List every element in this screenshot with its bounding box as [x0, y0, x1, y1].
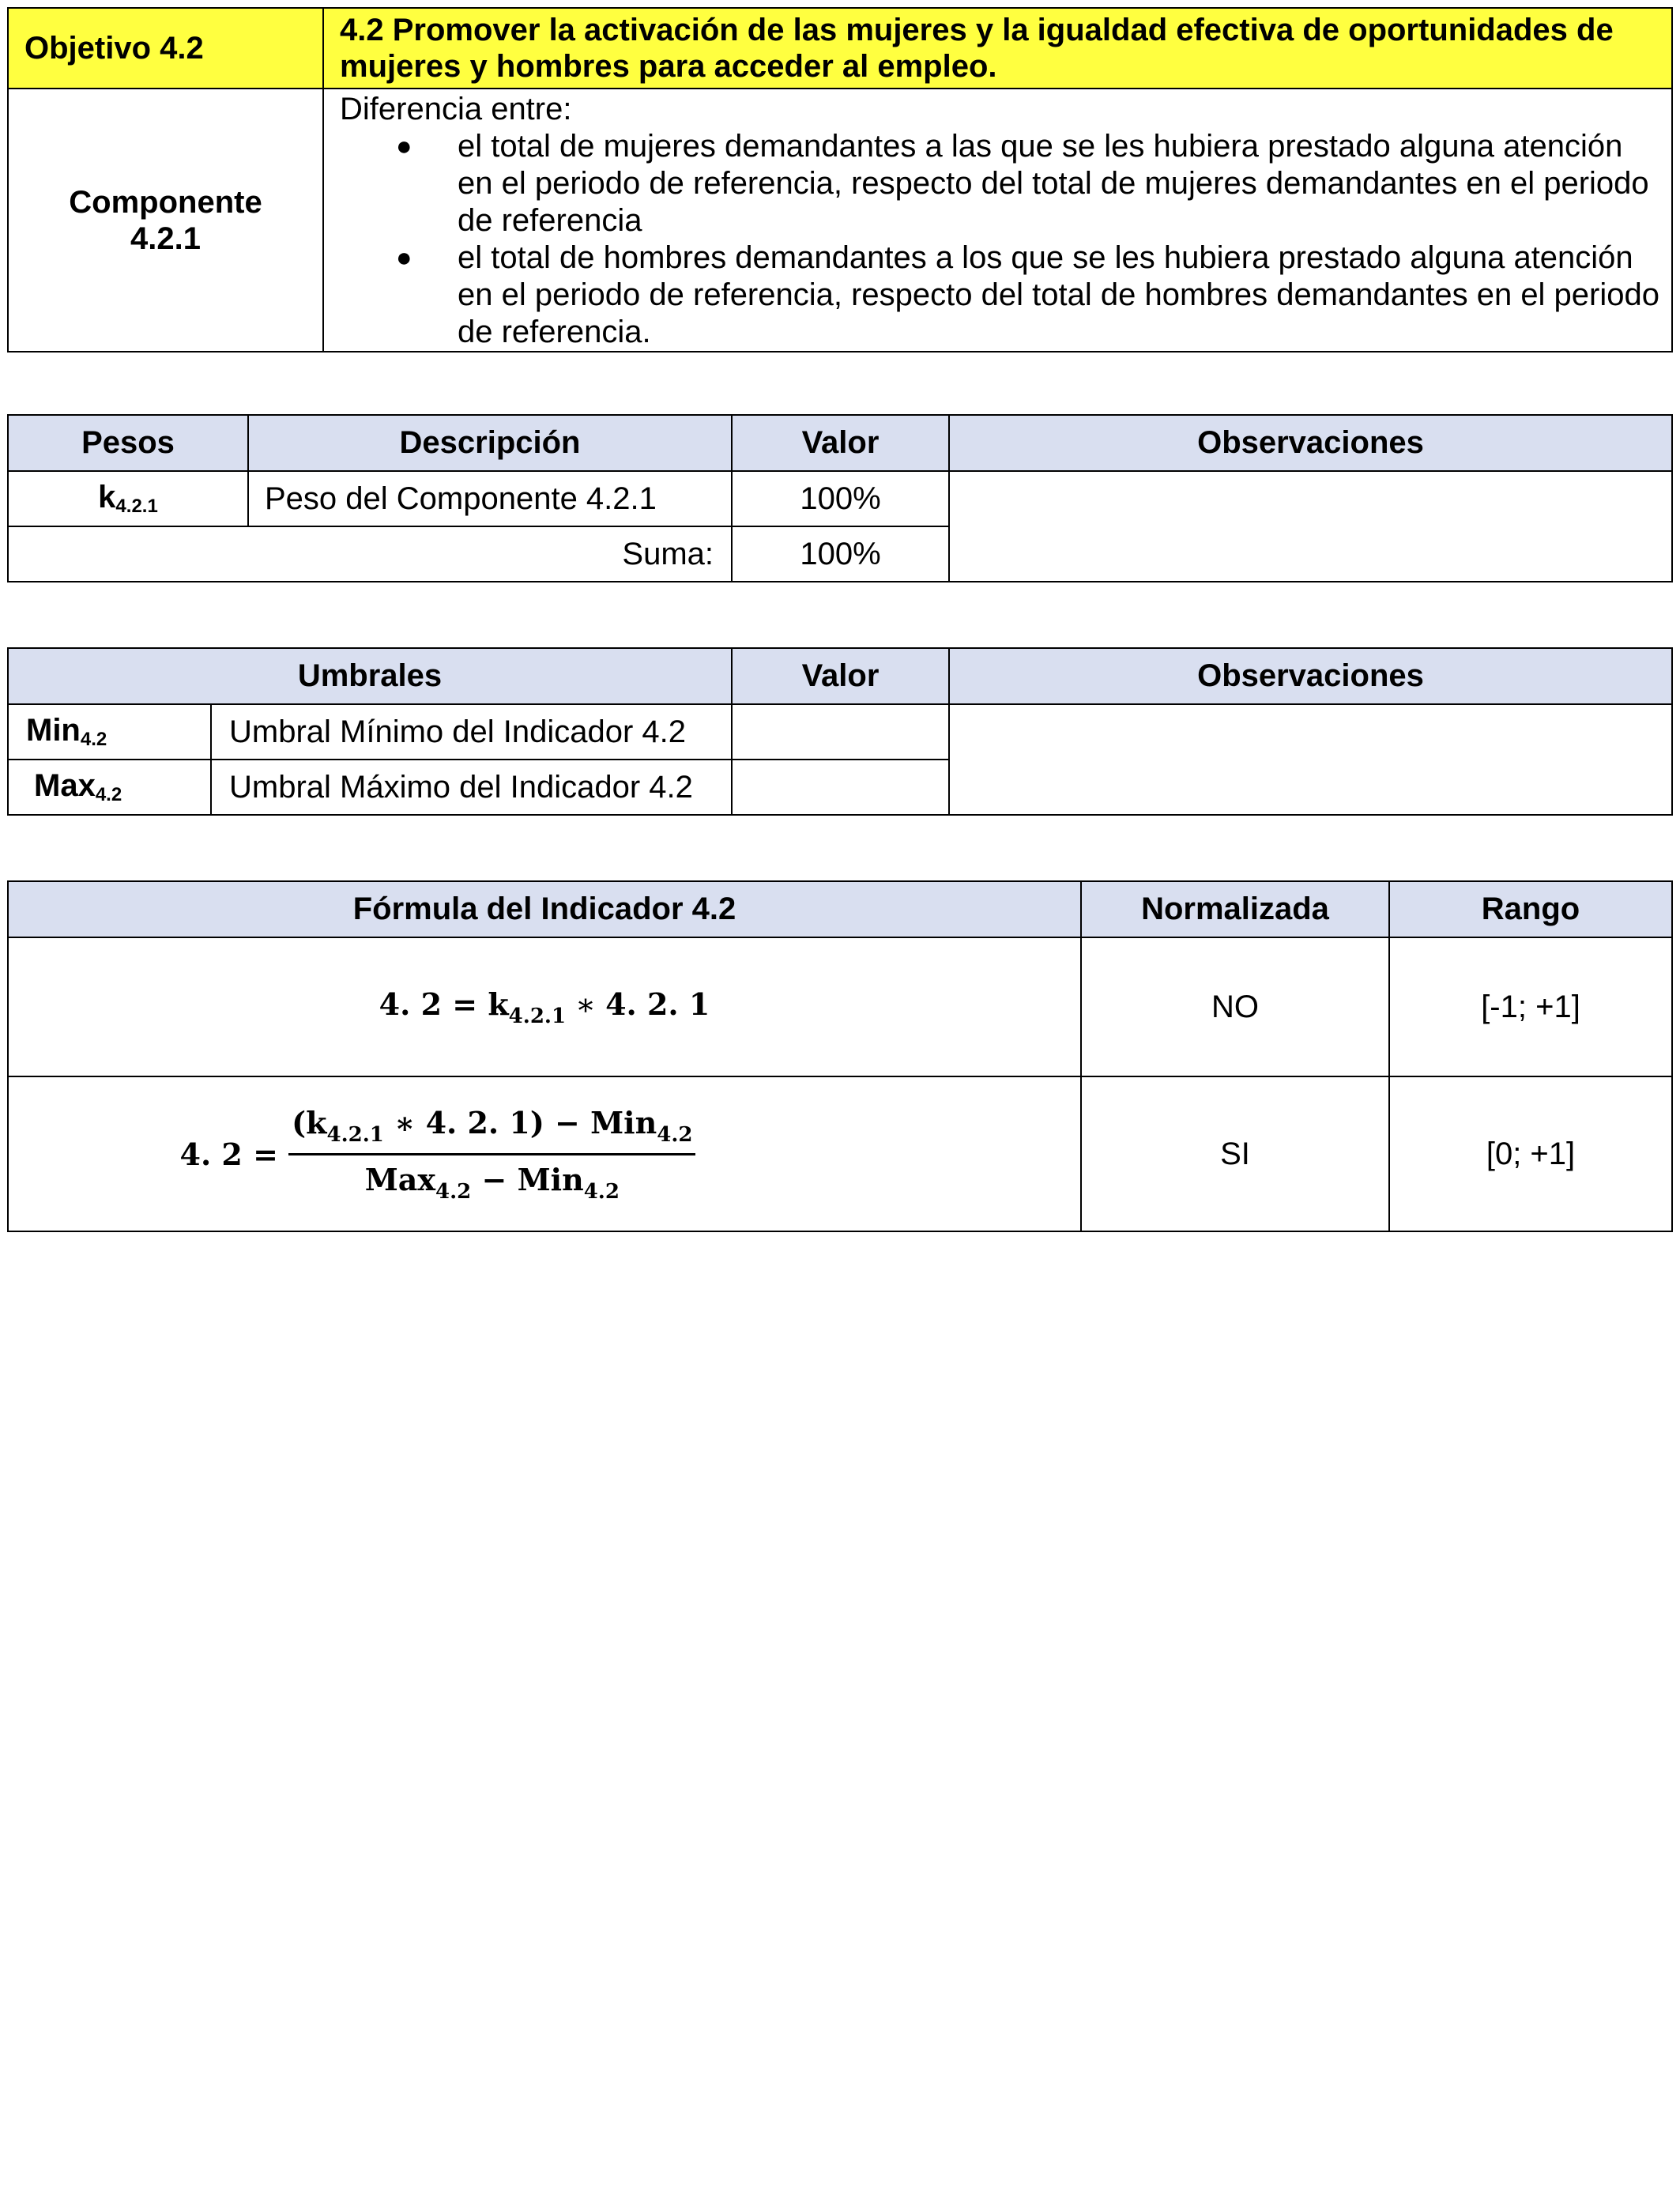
formula-table	[7, 880, 1673, 1232]
thresholds-header-umbrales: Umbrales	[8, 648, 732, 704]
component-label-line2: 4.2.1	[130, 221, 201, 256]
bullet-icon: ●	[396, 131, 412, 161]
equation-normalized: 4. 2 = $\frac{(k_{4.2.1} ∗ 4. 2. 1) - Min_{4.2}}{Max_{4.2} - Min_{4.2}}$	[0, 1105, 974, 1204]
formula-header-normalizada: Normalizada	[1081, 881, 1389, 937]
formula-row-2-rango: [0; +1]	[1389, 1076, 1672, 1231]
threshold-max-subscript: 4.2	[95, 784, 122, 805]
formula-header-row	[8, 881, 1672, 937]
weights-header-valor: Valor	[732, 415, 949, 471]
formula-row-1	[8, 937, 1672, 1076]
weight-symbol: k4.2.1	[8, 471, 248, 526]
weights-sum-label: Suma:	[8, 526, 732, 582]
weight-symbol-subscript: 4.2.1	[115, 496, 158, 517]
component-bullet-text: el total de hombres demandantes a los que se les hubiera prestado alguna atención en el periodo de referencia, respecto del total de hombres demandantes en el periodo de referencia.	[458, 240, 1659, 349]
weights-table	[7, 414, 1673, 582]
component-label	[8, 89, 323, 352]
component-intro: Diferencia entre:	[340, 92, 572, 126]
equation-denominator: Max$_{4.2}$ − Min$_{4.2}$	[364, 1161, 620, 1204]
formula-row-1-rango: [-1; +1]	[1389, 937, 1672, 1076]
formula-equation-1	[8, 937, 1081, 1076]
thresholds-header-observaciones: Observaciones	[949, 648, 1672, 704]
threshold-max-value	[732, 760, 949, 815]
component-row	[8, 89, 1672, 352]
equation-fraction	[288, 1105, 695, 1204]
weights-header-observaciones: Observaciones	[949, 415, 1672, 471]
weight-value: 100%	[732, 471, 949, 526]
objective-label: Objetivo 4.2	[8, 8, 323, 89]
weights-header-pesos: Pesos	[8, 415, 248, 471]
thresholds-table	[7, 647, 1673, 816]
thresholds-header-valor: Valor	[732, 648, 949, 704]
weights-header-descripcion: Descripción	[248, 415, 732, 471]
component-description	[323, 89, 1672, 352]
component-bullet-text: el total de mujeres demandantes a las que se les hubiera prestado alguna atención en el periodo de referencia, respecto del total de mujeres demandantes en el periodo de referencia	[458, 129, 1649, 238]
formula-row-1-normalizada: NO	[1081, 937, 1389, 1076]
bullet-icon: ●	[396, 243, 412, 273]
formula-header-rango: Rango	[1389, 881, 1672, 937]
objective-text: 4.2 Promover la activación de las mujeres y la igualdad efectiva de oportunidades de mujeres y hombres para acceder al empleo.	[323, 8, 1672, 89]
formula-row-2-normalizada: SI	[1081, 1076, 1389, 1231]
weights-header-row	[8, 415, 1672, 471]
equation-numerator: ($k_{4.2.1}$ ∗ 4. 2. 1) − Min$_{4.2}$	[288, 1105, 695, 1155]
weights-observations-cell	[949, 471, 1672, 582]
weights-row	[8, 471, 1672, 526]
threshold-min-value	[732, 704, 949, 760]
threshold-row-min	[8, 704, 1672, 760]
threshold-max-symbol: Max4.2	[8, 760, 211, 815]
threshold-min-description: Umbral Mínimo del Indicador 4.2	[211, 704, 732, 760]
objective-table	[7, 7, 1673, 352]
threshold-min-subscript: 4.2	[80, 729, 107, 750]
formula-row-2	[8, 1076, 1672, 1231]
component-bullet-list	[340, 128, 1660, 351]
equation-raw: 4. $2 = k_{4.2.1}$ ∗ 4. 2. 1	[379, 986, 710, 1028]
formula-header-formula: Fórmula del Indicador 4.2	[8, 881, 1081, 937]
threshold-max-description: Umbral Máximo del Indicador 4.2	[211, 760, 732, 815]
objective-row	[8, 8, 1672, 89]
formula-equation-2	[8, 1076, 1081, 1231]
component-label-line1: Componente	[69, 184, 262, 220]
thresholds-header-row	[8, 648, 1672, 704]
threshold-min-symbol: Min4.2	[8, 704, 211, 760]
component-bullet-item	[396, 128, 1660, 239]
component-bullet-item	[396, 239, 1660, 351]
weight-description: Peso del Componente 4.2.1	[248, 471, 732, 526]
weights-sum-value: 100%	[732, 526, 949, 582]
thresholds-observations-cell	[949, 704, 1672, 815]
